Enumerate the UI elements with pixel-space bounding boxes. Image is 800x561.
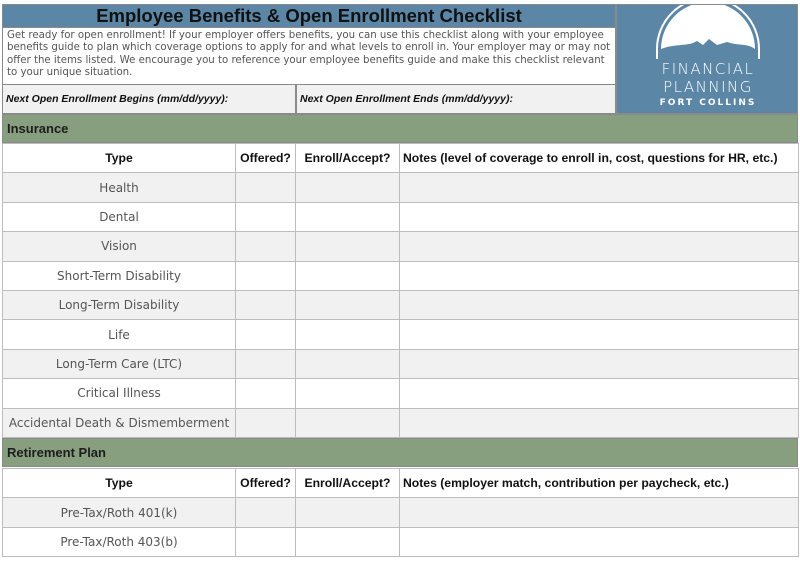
notes-cell[interactable] [400, 261, 799, 290]
notes-cell[interactable] [400, 173, 799, 202]
offered-cell[interactable] [236, 290, 296, 319]
retirement-section-header: Retirement Plan [2, 438, 798, 467]
col-offered: Offered? [236, 144, 296, 173]
col-type: Type [3, 469, 236, 498]
enroll-cell[interactable] [296, 261, 400, 290]
offered-cell[interactable] [236, 320, 296, 349]
col-type: Type [3, 144, 236, 173]
enrollment-ends-field[interactable]: Next Open Enrollment Ends (mm/dd/yyyy): [296, 85, 616, 114]
intro-text: Get ready for open enrollment! If your employer offers benefits, you can use this checklist along with your employee benefits guide to plan which coverage options to apply for and what levels to enroll in. Your employer may or may not offer the items listed. We encourage you to reference your employee benefits guide and make this checklist relevant to your unique situation. [2, 28, 616, 85]
enroll-cell[interactable] [296, 232, 400, 261]
enroll-cell[interactable] [296, 290, 400, 319]
enroll-cell[interactable] [296, 379, 400, 408]
offered-cell[interactable] [236, 173, 296, 202]
enroll-cell[interactable] [296, 498, 400, 527]
offered-cell[interactable] [236, 261, 296, 290]
table-row [3, 173, 799, 202]
enroll-cell[interactable] [296, 527, 400, 556]
table-row [3, 202, 799, 231]
insurance-table [2, 143, 799, 438]
retirement-table [2, 468, 799, 557]
row-type-label: Long-Term Care (LTC) [3, 349, 236, 378]
notes-cell[interactable] [400, 232, 799, 261]
logo-line-planning: PLANNING [663, 78, 753, 96]
notes-cell[interactable] [400, 527, 799, 556]
table-row [3, 379, 799, 408]
row-type-label: Life [3, 320, 236, 349]
row-type-label: Health [3, 173, 236, 202]
offered-cell[interactable] [236, 202, 296, 231]
notes-cell[interactable] [400, 290, 799, 319]
logo-line-fort-collins: FORT COLLINS [659, 98, 757, 108]
retirement-header-row [3, 469, 799, 498]
table-row [3, 320, 799, 349]
offered-cell[interactable] [236, 527, 296, 556]
table-row [3, 232, 799, 261]
row-type-label: Dental [3, 202, 236, 231]
page-title: Employee Benefits & Open Enrollment Checklist [2, 4, 616, 28]
col-offered: Offered? [236, 469, 296, 498]
col-enroll: Enroll/Accept? [296, 469, 400, 498]
table-row [3, 498, 799, 527]
col-notes: Notes (level of coverage to enroll in, cost, questions for HR, etc.) [400, 144, 799, 173]
row-type-label: Pre-Tax/Roth 403(b) [3, 527, 236, 556]
col-enroll: Enroll/Accept? [296, 144, 400, 173]
offered-cell[interactable] [236, 379, 296, 408]
notes-cell[interactable] [400, 202, 799, 231]
table-row [3, 261, 799, 290]
table-row [3, 349, 799, 378]
logo-line-financial: FINANCIAL [661, 60, 755, 78]
table-row [3, 290, 799, 319]
row-type-label: Short-Term Disability [3, 261, 236, 290]
offered-cell[interactable] [236, 349, 296, 378]
insurance-section-header: Insurance [2, 114, 798, 143]
insurance-header-row [3, 144, 799, 173]
col-notes: Notes (employer match, contribution per paycheck, etc.) [400, 469, 799, 498]
enroll-cell[interactable] [296, 349, 400, 378]
offered-cell[interactable] [236, 408, 296, 437]
enroll-cell[interactable] [296, 173, 400, 202]
enroll-cell[interactable] [296, 202, 400, 231]
table-row [3, 408, 799, 437]
row-type-label: Accidental Death & Dismemberment [3, 408, 236, 437]
offered-cell[interactable] [236, 498, 296, 527]
enroll-cell[interactable] [296, 408, 400, 437]
row-type-label: Long-Term Disability [3, 290, 236, 319]
company-logo [616, 4, 798, 114]
row-type-label: Critical Illness [3, 379, 236, 408]
row-type-label: Vision [3, 232, 236, 261]
notes-cell[interactable] [400, 349, 799, 378]
notes-cell[interactable] [400, 408, 799, 437]
notes-cell[interactable] [400, 320, 799, 349]
offered-cell[interactable] [236, 232, 296, 261]
notes-cell[interactable] [400, 379, 799, 408]
table-row [3, 527, 799, 556]
enroll-cell[interactable] [296, 320, 400, 349]
enrollment-begins-field[interactable]: Next Open Enrollment Begins (mm/dd/yyyy): [2, 85, 296, 114]
row-type-label: Pre-Tax/Roth 401(k) [3, 498, 236, 527]
notes-cell[interactable] [400, 498, 799, 527]
